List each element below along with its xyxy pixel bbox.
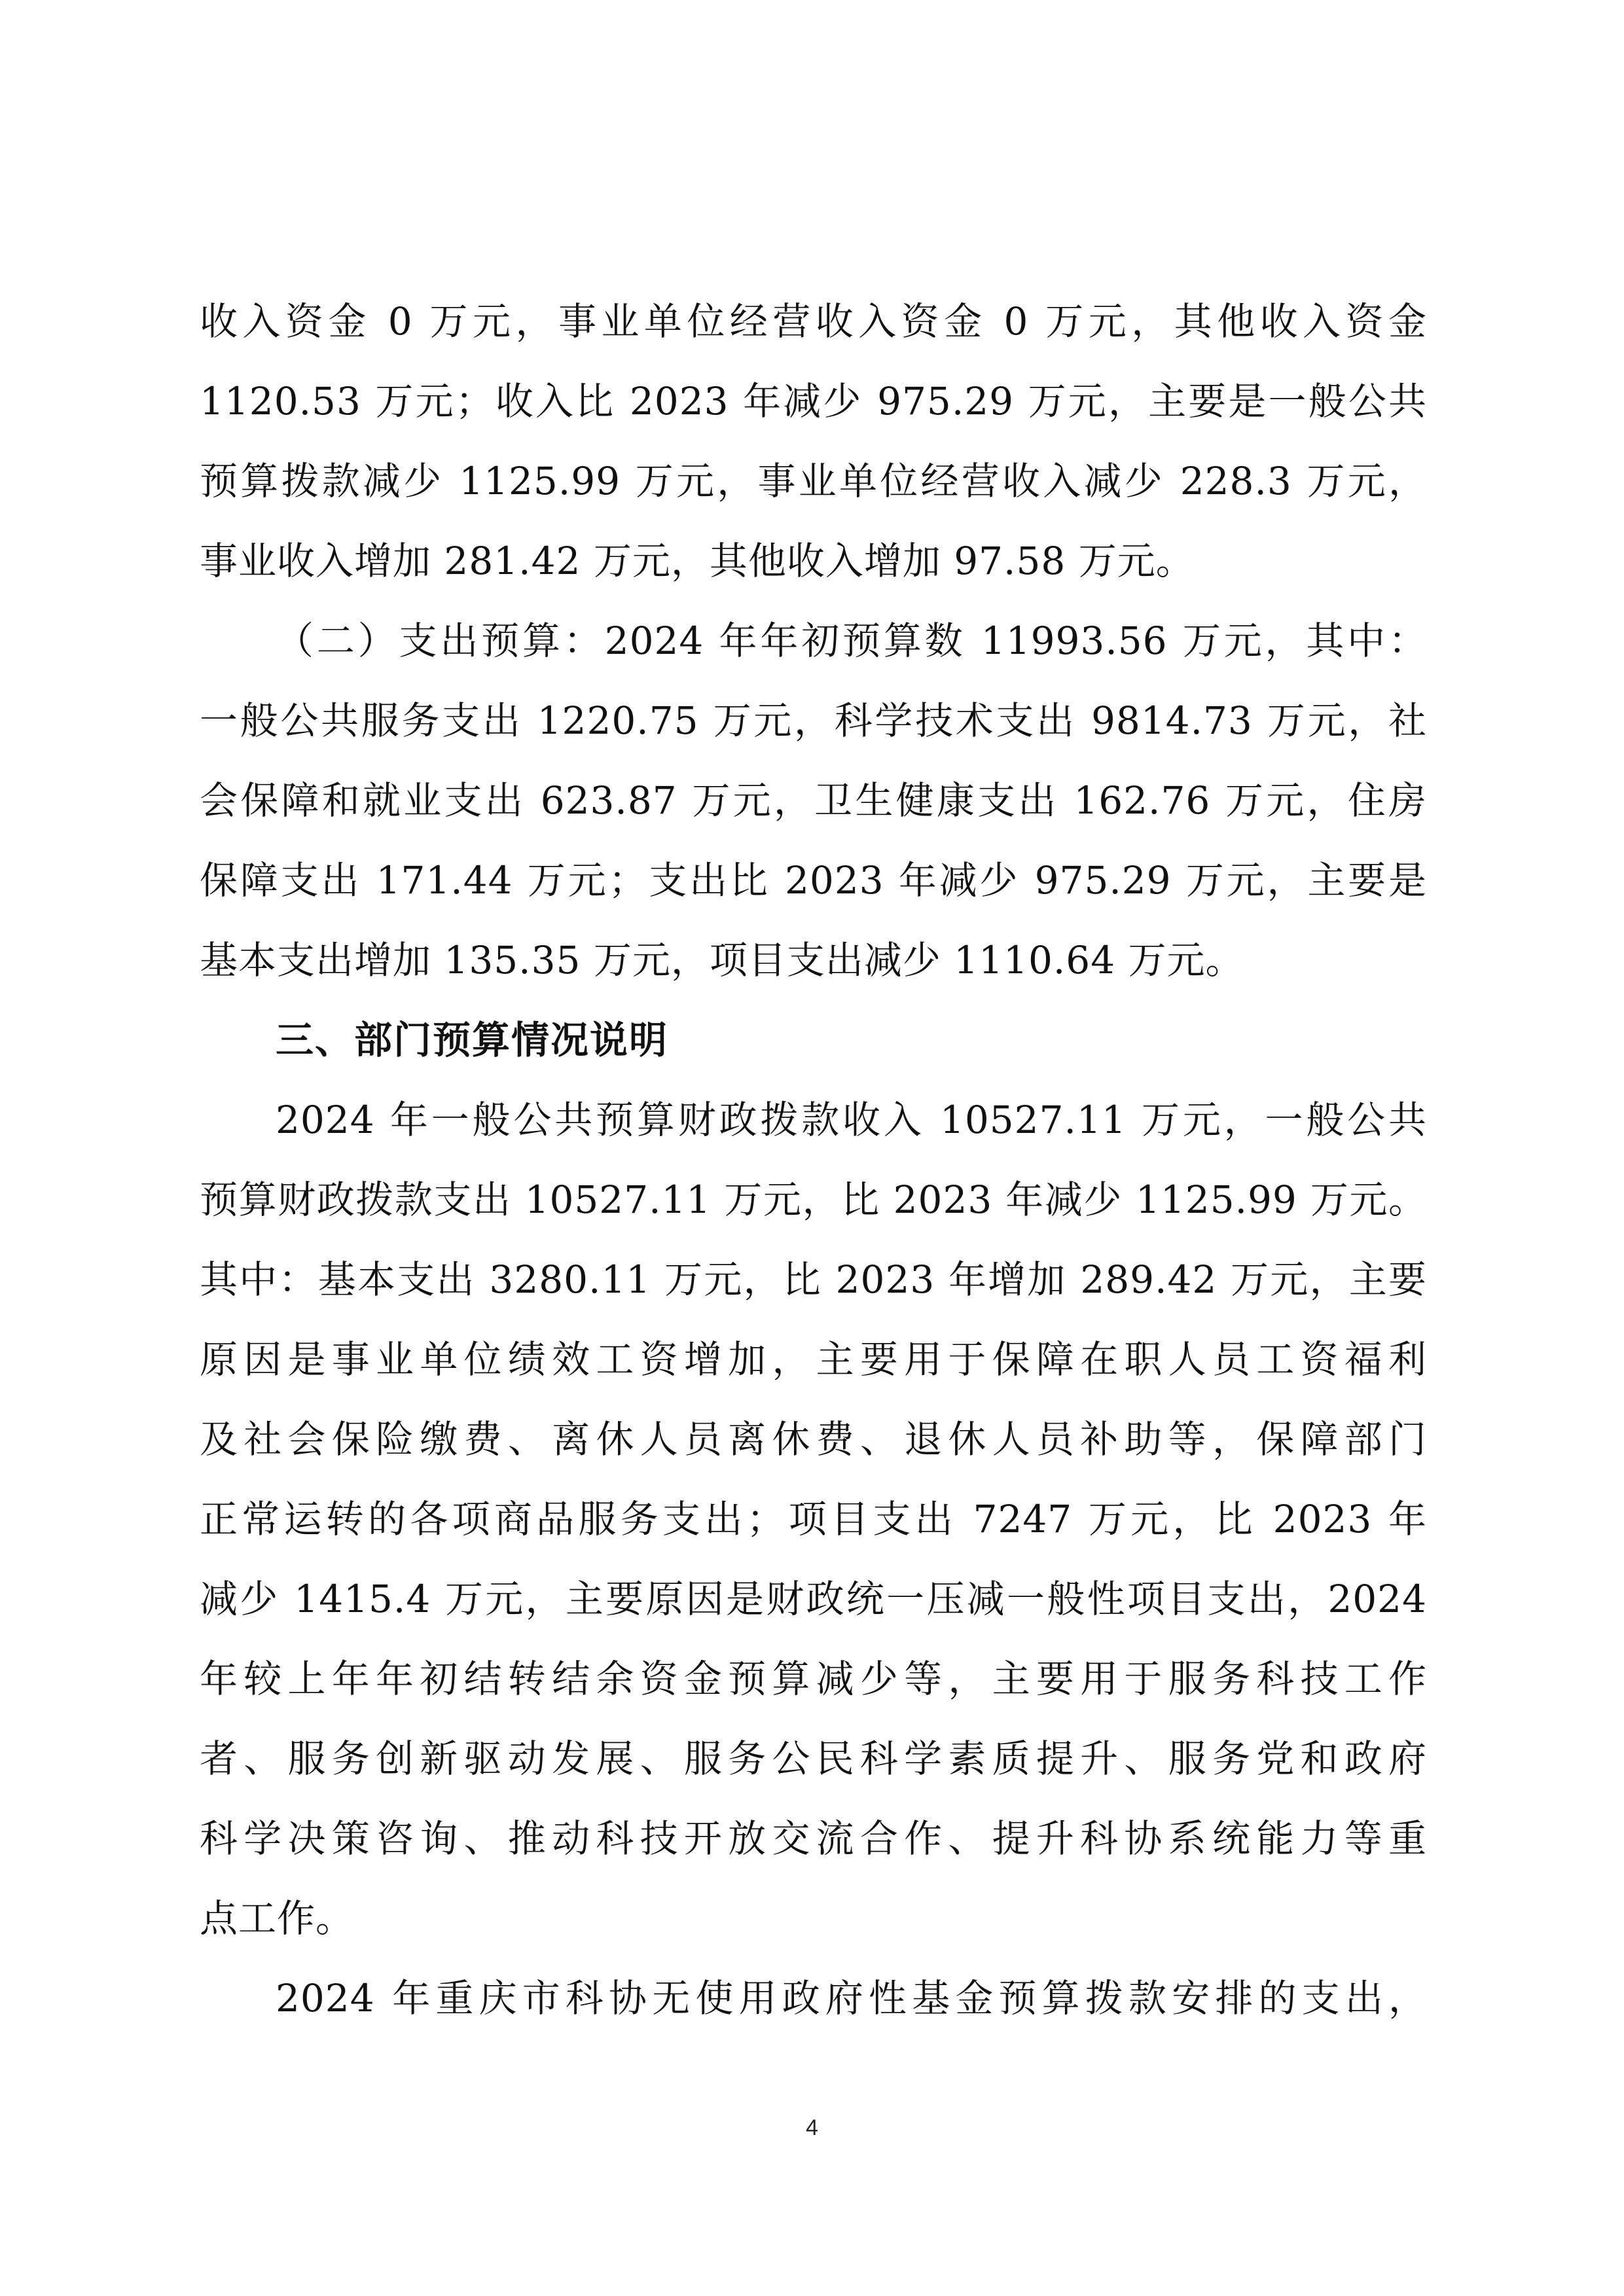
text-line: 者、服务创新驱动发展、服务公民科学素质提升、服务党和政府 [200, 1736, 1427, 1781]
text-line: 科学决策咨询、推动科技开放交流合作、提升科协系统能力等重 [200, 1816, 1427, 1861]
text-line: 年较上年年初结转结余资金预算减少等，主要用于服务科技工作 [200, 1657, 1427, 1701]
body-text [200, 281, 1427, 2038]
text-line: 2024 年一般公共预算财政拨款收入 10527.11 万元，一般公共 [276, 1098, 1427, 1142]
text-line: 收入资金 0 万元，事业单位经营收入资金 0 万元，其他收入资金 [200, 299, 1427, 344]
text-line: 预算财政拨款支出 10527.11 万元，比 2023 年减少 1125.99 万元。 [200, 1177, 1427, 1222]
text-line: （二）支出预算：2024 年年初预算数 11993.56 万元，其中： [276, 619, 1427, 663]
text-line: 正常运转的各项商品服务支出；项目支出 7247 万元，比 2023 年 [200, 1497, 1427, 1541]
text-line: 其中：基本支出 3280.11 万元，比 2023 年增加 289.42 万元，主要 [200, 1257, 1427, 1302]
text-line: 及社会保险缴费、离休人员离休费、退休人员补助等，保障部门 [200, 1417, 1427, 1462]
text-line: 点工作。 [200, 1896, 355, 1941]
text-line: 保障支出 171.44 万元；支出比 2023 年减少 975.29 万元，主要是 [200, 858, 1427, 903]
text-line: 事业收入增加 281.42 万元，其他收入增加 97.58 万元。 [200, 539, 1195, 583]
text-line: 2024 年重庆市科协无使用政府性基金预算拨款安排的支出， [276, 1976, 1427, 2020]
text-line: 预算拨款减少 1125.99 万元，事业单位经营收入减少 228.3 万元， [200, 459, 1427, 503]
text-line: 基本支出增加 135.35 万元，项目支出减少 1110.64 万元。 [200, 938, 1244, 982]
text-line: 减少 1415.4 万元，主要原因是财政统一压减一般性项目支出，2024 [200, 1577, 1427, 1621]
page-number: 4 [806, 2115, 818, 2140]
text-line: 一般公共服务支出 1220.75 万元，科学技术支出 9814.73 万元，社 [200, 698, 1427, 743]
text-line: 会保障和就业支出 623.87 万元，卫生健康支出 162.76 万元，住房 [200, 778, 1427, 823]
text-line: 原因是事业单位绩效工资增加，主要用于保障在职人员工资福利 [200, 1337, 1427, 1382]
text-line: 1120.53 万元；收入比 2023 年减少 975.29 万元，主要是一般公共 [200, 379, 1427, 423]
section-heading: 三、部门预算情况说明 [276, 1018, 669, 1062]
